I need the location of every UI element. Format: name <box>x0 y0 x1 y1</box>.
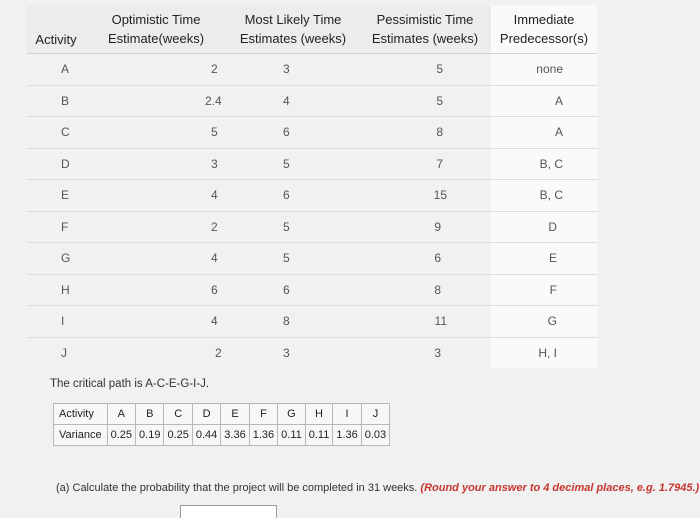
table-row <box>27 148 597 180</box>
cell-predecessor: A <box>491 117 597 149</box>
cell-predecessor: D <box>491 211 597 243</box>
table-row <box>27 306 597 338</box>
cell-most-likely: 5 <box>227 148 359 180</box>
variance-table <box>53 403 390 446</box>
cell-most-likely: 6 <box>227 117 359 149</box>
variance-value-cell: 1.36 <box>249 425 277 446</box>
cell-most-likely: 6 <box>227 180 359 212</box>
table-row <box>27 337 597 368</box>
cell-predecessor: E <box>491 243 597 275</box>
cell-pessimistic: 8 <box>359 274 491 306</box>
cell-predecessor: B, C <box>491 180 597 212</box>
header-most-likely <box>227 5 359 54</box>
cell-predecessor: A <box>491 85 597 117</box>
header-optimistic-line1: Optimistic Time <box>111 12 201 27</box>
header-pessimistic <box>359 5 491 54</box>
table-row <box>27 243 597 275</box>
cell-most-likely: 3 <box>227 54 359 86</box>
cell-most-likely: 4 <box>227 85 359 117</box>
cell-activity: J <box>61 345 67 360</box>
cell-optimistic: 5 <box>85 117 227 149</box>
header-pessimistic-line1: Pessimistic Time <box>376 12 474 27</box>
cell-most-likely: 5 <box>227 243 359 275</box>
variance-value-row <box>54 425 390 446</box>
table-row <box>27 54 597 86</box>
question-a-text: (a) Calculate the probability that the project will be completed in 31 weeks. <box>56 482 418 494</box>
header-most-likely-line1: Most Likely Time <box>244 12 342 27</box>
table-header-row <box>27 5 597 54</box>
cell-most-likely: 8 <box>227 306 359 338</box>
activity-time-table <box>27 5 597 368</box>
cell-optimistic: 4 <box>85 306 227 338</box>
table-row <box>27 211 597 243</box>
cell-activity: I <box>27 306 85 338</box>
header-most-likely-line2: Estimates (weeks) <box>239 31 347 46</box>
cell-activity: A <box>27 54 85 86</box>
cell-predecessor: none <box>491 54 597 86</box>
cell-most-likely: 3 <box>283 345 290 360</box>
cell-activity: G <box>27 243 85 275</box>
cell-optimistic: 6 <box>85 274 227 306</box>
table-row <box>27 274 597 306</box>
cell-pessimistic: 11 <box>359 306 491 338</box>
question-a <box>56 482 699 494</box>
cell-optimistic: 2 <box>85 211 227 243</box>
cell-activity: B <box>27 85 85 117</box>
variance-activity-cell: G <box>278 404 306 425</box>
header-activity: Activity <box>27 5 85 54</box>
cell-optimistic: 2 <box>85 54 227 86</box>
variance-value-label: Variance <box>54 425 108 446</box>
variance-activity-row <box>54 404 390 425</box>
cell-optimistic: 3 <box>85 148 227 180</box>
header-predecessor <box>491 5 597 54</box>
variance-value-cell: 0.11 <box>278 425 306 446</box>
variance-activity-cell: H <box>305 404 333 425</box>
variance-value-cell: 0.44 <box>192 425 220 446</box>
variance-value-cell: 0.11 <box>305 425 333 446</box>
header-predecessor-line2: Predecessor(s) <box>499 31 589 46</box>
cell-activity: H <box>27 274 85 306</box>
variance-activity-cell: A <box>107 404 135 425</box>
table-row <box>27 180 597 212</box>
cell-pessimistic: 7 <box>359 148 491 180</box>
variance-activity-cell: F <box>249 404 277 425</box>
variance-activity-cell: B <box>136 404 164 425</box>
table-row <box>27 117 597 149</box>
cell-optimistic: 4 <box>85 180 227 212</box>
cell-predecessor: G <box>491 306 597 338</box>
header-predecessor-line1: Immediate <box>513 12 575 27</box>
variance-activity-cell: I <box>333 404 361 425</box>
cell-pessimistic: 5 <box>359 54 491 86</box>
variance-value-cell: 0.03 <box>361 425 389 446</box>
variance-activity-label: Activity <box>54 404 108 425</box>
header-optimistic-line2: Estimate(weeks) <box>107 31 205 46</box>
header-optimistic <box>85 5 227 54</box>
variance-value-cell: 0.19 <box>136 425 164 446</box>
cell-activity: D <box>27 148 85 180</box>
cell-activity: F <box>27 211 85 243</box>
variance-activity-cell: D <box>192 404 220 425</box>
cell-optimistic: 2.4 <box>85 85 227 117</box>
variance-activity-cell: C <box>164 404 192 425</box>
table-row <box>27 85 597 117</box>
variance-value-cell: 0.25 <box>164 425 192 446</box>
header-pessimistic-line2: Estimates (weeks) <box>371 31 479 46</box>
question-a-hint: (Round your answer to 4 decimal places, e.g. 1.7945.) <box>420 482 700 494</box>
cell-predecessor: F <box>491 274 597 306</box>
cell-most-likely: 6 <box>227 274 359 306</box>
cell-predecessor: B, C <box>491 148 597 180</box>
cell-activity: C <box>27 117 85 149</box>
cell-optimistic: 2 <box>215 345 222 360</box>
cell-pessimistic: 15 <box>359 180 491 212</box>
variance-activity-cell: J <box>361 404 389 425</box>
critical-path-text: The critical path is A-C-E-G-I-J. <box>50 378 210 390</box>
cell-pessimistic: 5 <box>359 85 491 117</box>
cell-most-likely: 5 <box>227 211 359 243</box>
cell-pessimistic: 9 <box>359 211 491 243</box>
cell-predecessor: H, I <box>491 337 597 368</box>
cell-pessimistic: 6 <box>359 243 491 275</box>
cell-pessimistic: 3 <box>434 345 441 360</box>
cell-pessimistic: 8 <box>359 117 491 149</box>
variance-value-cell: 1.36 <box>333 425 361 446</box>
variance-value-cell: 3.36 <box>221 425 249 446</box>
variance-value-cell: 0.25 <box>107 425 135 446</box>
cell-optimistic: 4 <box>85 243 227 275</box>
variance-activity-cell: E <box>221 404 249 425</box>
cell-activity: E <box>27 180 85 212</box>
